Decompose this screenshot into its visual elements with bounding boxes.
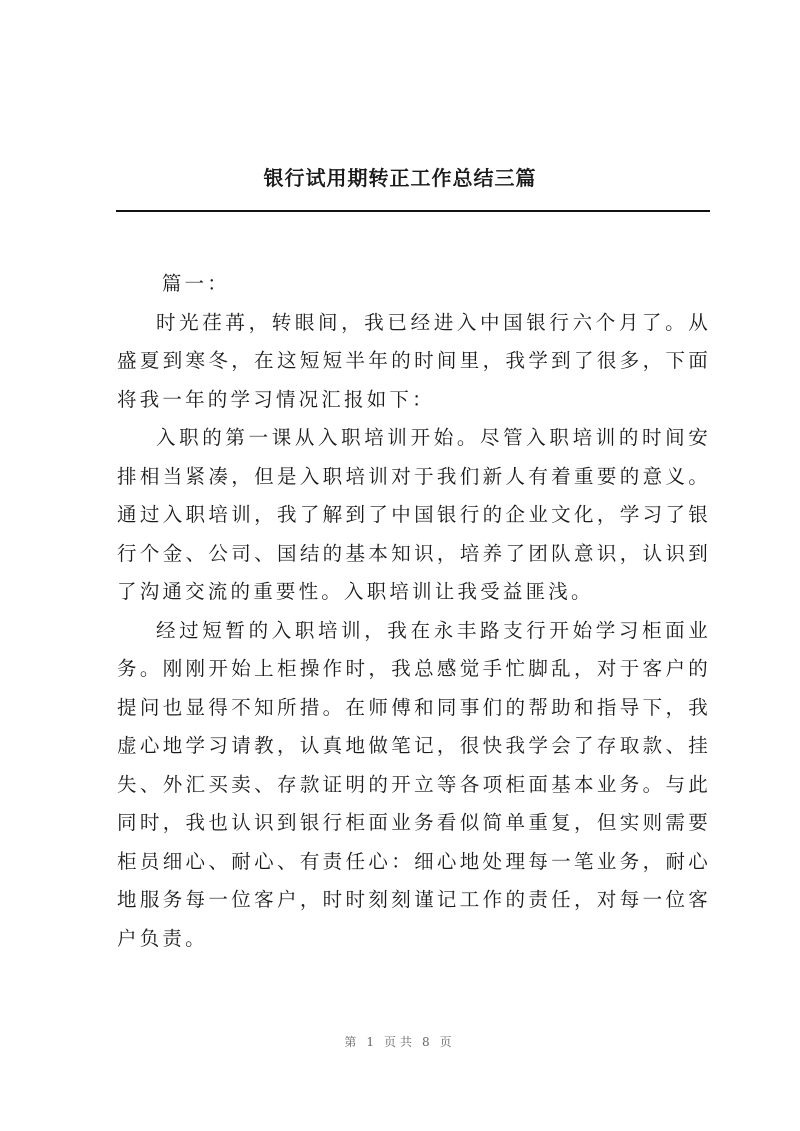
- section-heading: 篇一：: [161, 272, 230, 295]
- page-footer: [0, 1033, 800, 1050]
- document-body: [117, 265, 711, 958]
- document-title: 银行试用期转正工作总结三篇: [263, 166, 537, 190]
- footer-page-number: 1: [366, 1035, 378, 1049]
- footer-suffix: 页: [439, 1035, 456, 1049]
- footer-total-pages: 8: [422, 1035, 434, 1049]
- footer-middle: 页共: [383, 1035, 416, 1049]
- body-paragraph: 经过短暂的入职培训，我在永丰路支行开始学习柜面业务。刚刚开始上柜操作时，我总感觉手忙脚乱，对于客户的提问也显得不知所措。在师傅和同事们的帮助和指导下，我虚心地学习请教，认真地做笔记，很快我学会了存取款、挂失、外汇买卖、存款证明的开立等各项柜面基本业务。与此同时，我也认识到银行柜面业务看似简单重复，但实则需要柜员细心、耐心、有责任心：细心地处理每一笔业务，耐心地服务每一位客户，时时刻刻谨记工作的责任，对每一位客户负责。: [117, 618, 711, 950]
- body-paragraph: 时光荏苒，转眼间，我已经进入中国银行六个月了。从盛夏到寒冬，在这短短半年的时间里，我学到了很多，下面将我一年的学习情况汇报如下：: [117, 310, 711, 411]
- footer-prefix: 第: [344, 1035, 361, 1049]
- body-paragraph: 入职的第一课从入职培训开始。尽管入职培训的时间安排相当紧凑，但是入职培训对于我们新人有着重要的意义。通过入职培训，我了解到了中国银行的企业文化，学习了银行个金、公司、国结的基本知识，培养了团队意识，认识到了沟通交流的重要性。入职培训让我受益匪浅。: [117, 426, 711, 603]
- title-underline-divider: [116, 210, 710, 212]
